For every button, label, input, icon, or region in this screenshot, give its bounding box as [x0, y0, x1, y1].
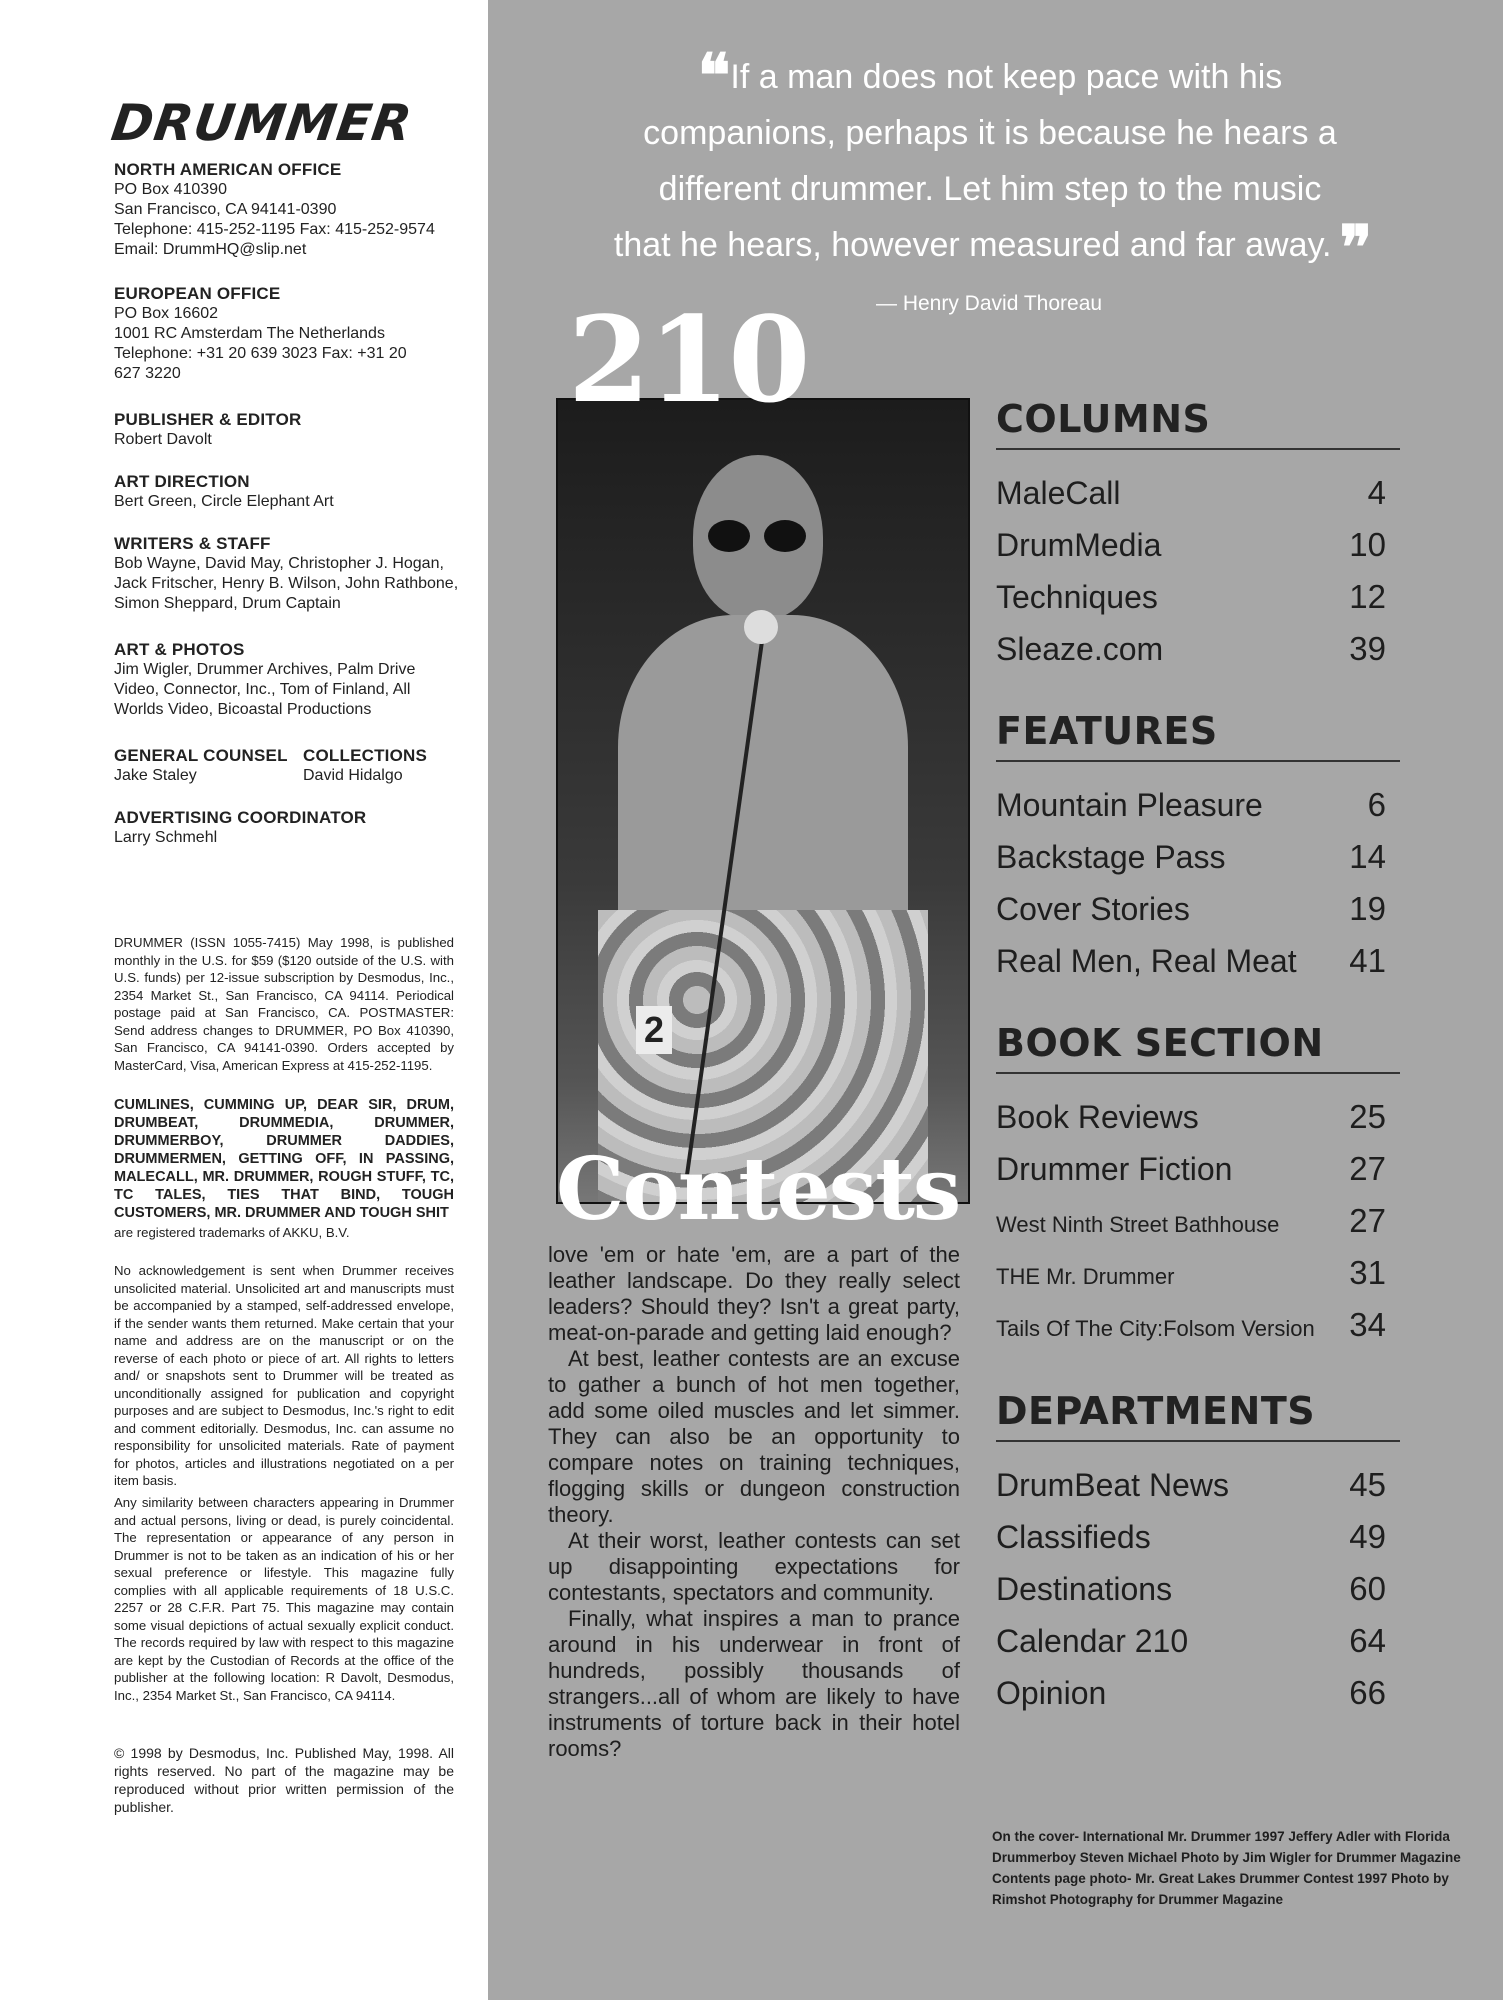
close-quote-mark: ❜❜ [1339, 213, 1367, 283]
toc-entry-title: Classifieds [996, 1519, 1151, 1555]
credit-line: David Hidalgo [303, 767, 403, 784]
quote-line: companions, perhaps it is because he hears a [643, 114, 1337, 152]
section-heading: ADVERTISING COORDINATOR [114, 808, 367, 827]
toc-entry[interactable] [996, 942, 1400, 994]
credit-line: Larry Schmehl [114, 829, 218, 846]
article-paragraph: At best, leather contests are an excuse to gather a bunch of hot men together, add some oiled muscles and let simmer. They can also be an opportunity to compare notes on training techniques, flogging skills or dungeon construction theory. [548, 1346, 960, 1527]
toc-entry[interactable] [996, 838, 1400, 890]
toc-book-section [996, 1016, 1400, 1358]
advertising-credit [114, 808, 459, 848]
toc-entry-title: Calendar 210 [996, 1623, 1189, 1659]
credit-line: Bert Green, Circle Elephant Art [114, 493, 334, 510]
article-paragraph: At their worst, leather contests can set up disappointing expectations for contestants, spectators and community. [548, 1528, 960, 1605]
section-heading: COLLECTIONS [303, 746, 428, 765]
art-direction-credit [114, 472, 459, 512]
issn-statement: DRUMMER (ISSN 1055-7415) May 1998, is published monthly in the U.S. for $59 ($120 outside of the U.S. with U.S. funds) per 12-issue subscription by Desmodus, Inc., 2354 Market St., San Francisco, CA 94114. Periodical postage paid at San Francisco, CA. POSTMASTER: Send address changes to DRUMMER, PO Box 410390, San Francisco, CA 94141-0390. Orders accepted by MasterCard, Visa, American Express at 415-252-1195. [114, 935, 454, 1073]
phone-line: Telephone: 415-252-1195 Fax: 415-252-9574 [114, 221, 435, 238]
caption-line: Rimshot Photography for Drummer Magazine [992, 1892, 1284, 1907]
caption-line: Contents page photo- Mr. Great Lakes Drummer Contest 1997 Photo by [992, 1871, 1449, 1886]
toc-entry-title: West Ninth Street Bathhouse [996, 1212, 1280, 1237]
caption-line: On the cover- International Mr. Drummer 1997 Jeffery Adler with Florida [992, 1829, 1450, 1844]
magazine-logo: DRUMMER [107, 94, 416, 152]
toc-entry-page: 10 [1349, 526, 1386, 563]
sunglasses-shape [708, 520, 808, 552]
toc-departments [996, 1384, 1400, 1726]
toc-entry-page: 41 [1349, 942, 1386, 979]
toc-entry-title: Destinations [996, 1571, 1173, 1607]
toc-entry[interactable] [996, 1306, 1400, 1358]
toc-entry-page: 60 [1349, 1570, 1386, 1607]
toc-entry[interactable] [996, 630, 1400, 682]
toc-entry-page: 12 [1349, 578, 1386, 615]
toc-entry[interactable] [996, 474, 1400, 526]
credit-line: Worlds Video, Bicoastal Productions [114, 701, 372, 718]
toc-entry[interactable] [996, 786, 1400, 838]
toc-entry[interactable] [996, 578, 1400, 630]
toc-entry-page: 49 [1349, 1518, 1386, 1555]
phone-line: 627 3220 [114, 365, 181, 382]
toc-entry-page: 66 [1349, 1674, 1386, 1711]
toc-entry-page: 27 [1349, 1150, 1386, 1187]
article-paragraph: love 'em or hate 'em, are a part of the leather landscape. Do they really select leaders? Should they? Isn't a great party, meat-on-parade and getting laid enough? [548, 1242, 960, 1345]
photo-caption [992, 1826, 1462, 1910]
contestant-number-badge: 2 [636, 1006, 672, 1054]
section-heading: NORTH AMERICAN OFFICE [114, 160, 342, 179]
credit-line: Jim Wigler, Drummer Archives, Palm Drive [114, 661, 416, 678]
toc-features [996, 704, 1400, 994]
quote-attribution: — Henry David Thoreau [876, 292, 1103, 315]
email-line: Email: DrummHQ@slip.net [114, 241, 307, 258]
toc-entry-page: 64 [1349, 1622, 1386, 1659]
toc-entry[interactable] [996, 1098, 1400, 1150]
toc-entry-title: DrumMedia [996, 527, 1162, 563]
toc-section-title: DEPARTMENTS [996, 1384, 1400, 1442]
toc-entry-title: Book Reviews [996, 1099, 1199, 1135]
toc-entry-title: Sleaze.com [996, 631, 1164, 667]
toc-entry[interactable] [996, 1622, 1400, 1674]
toc-entry[interactable] [996, 890, 1400, 942]
similarity-disclaimer: Any similarity between characters appearing in Drummer and actual persons, living or dead, is purely coincidental. The representation or appearance of any person in Drummer is not to be taken as an indication of his or her sexual preference or lifestyle. This magazine fully complies with all applicable requirements of 18 U.S.C. 2257 or 28 C.F.R. Part 75. This magazine may contain some visual depictions of actual sexually explicit conduct. The records required by law with respect to this magazine are kept by the Custodian of Records at the office of the publisher at the following location: R Davolt, Desmodus, Inc., 2354 Market St., San Francisco, CA 94114. [114, 1495, 454, 1703]
toc-entry-title: Backstage Pass [996, 839, 1226, 875]
toc-entry-page: 31 [1349, 1254, 1386, 1291]
article-title: Contests [556, 1139, 960, 1240]
toc-entry[interactable] [996, 1570, 1400, 1622]
toc-section-title: BOOK SECTION [996, 1016, 1400, 1074]
credit-line: Simon Sheppard, Drum Captain [114, 595, 341, 612]
toc-entry-page: 19 [1349, 890, 1386, 927]
credit-line: Jack Fritscher, Henry B. Wilson, John Rathbone, [114, 575, 459, 592]
contest-photo [556, 398, 970, 1204]
caption-line: Drummerboy Steven Michael Photo by Jim Wigler for Drummer Magazine [992, 1850, 1461, 1865]
address-line: PO Box 16602 [114, 305, 219, 322]
toc-entry-page: 27 [1349, 1202, 1386, 1239]
collections-credit [303, 746, 473, 786]
copyright-notice: © 1998 by Desmodus, Inc. Published May, 1998. All rights reserved. No part of the magazine may be reproduced without prior written permission of the publisher. [114, 1745, 454, 1815]
address-line: San Francisco, CA 94141-0390 [114, 201, 337, 218]
writers-staff-credit [114, 534, 459, 614]
credit-line: Jake Staley [114, 767, 197, 784]
toc-entry-title: Tails Of The City:Folsom Version [996, 1316, 1315, 1341]
toc-columns [996, 392, 1400, 682]
toc-entry[interactable] [996, 1518, 1400, 1570]
toc-section-title: COLUMNS [996, 392, 1400, 450]
credit-line: Video, Connector, Inc., Tom of Finland, All [114, 681, 411, 698]
art-photos-credit [114, 640, 459, 720]
thoreau-quote [600, 41, 1380, 283]
article-body [548, 1242, 960, 1762]
quote-line: different drummer. Let him step to the music [658, 170, 1322, 208]
credit-line: Bob Wayne, David May, Christopher J. Hogan, [114, 555, 444, 572]
section-heading: ART & PHOTOS [114, 640, 245, 659]
credit-line: Robert Davolt [114, 431, 212, 448]
quote-line: that he hears, however measured and far away. ❜❜ [613, 213, 1367, 283]
phone-line: Telephone: +31 20 639 3023 Fax: +31 20 [114, 345, 407, 362]
article-paragraph: Finally, what inspires a man to prance around in his underwear in front of hundreds, possibly thousands of strangers...all of whom are likely to have instruments of torture back in their hotel rooms? [548, 1606, 960, 1761]
issue-number: 210 [568, 290, 809, 429]
toc-entry-title: Real Men, Real Meat [996, 943, 1297, 979]
toc-entry-page: 39 [1349, 630, 1386, 667]
publisher-credit [114, 410, 459, 450]
toc-entry[interactable] [996, 1466, 1400, 1518]
toc-entry-title: Cover Stories [996, 891, 1190, 927]
european-office [114, 284, 459, 384]
toc-entry-title: MaleCall [996, 475, 1121, 511]
toc-entry-page: 14 [1349, 838, 1386, 875]
toc-entry-page: 45 [1349, 1466, 1386, 1503]
address-line: PO Box 410390 [114, 181, 227, 198]
toc-entry[interactable] [996, 1254, 1400, 1306]
toc-entry-page: 25 [1349, 1098, 1386, 1135]
section-heading: GENERAL COUNSEL [114, 746, 288, 765]
toc-section-title: FEATURES [996, 704, 1400, 762]
trademark-note: are registered trademarks of AKKU, B.V. [114, 1225, 350, 1240]
toc-entry[interactable] [996, 526, 1400, 578]
acknowledgement-notice: No acknowledgement is sent when Drummer receives unsolicited material. Unsolicited art and manuscripts must be accompanied by a stamped, self-addressed envelope, if the sender wants them returned. Make certain that your name and address are on the manuscript or on the reverse of each photo or piece of art. All rights to letters and/ or snapshots sent to Drummer will be treated as unconditionally assigned for publication and copyright purposes and are subject to Desmodus, Inc.'s right to edit and comment editorially. Desmodus, Inc. can assume no responsibility for unsolicited materials. Rate of payment for photos, articles and illustrations negotiated on a per item basis. [114, 1263, 454, 1488]
photo-figure-torso [618, 615, 908, 945]
toc-entry-title: Techniques [996, 579, 1158, 615]
section-heading: EUROPEAN OFFICE [114, 284, 281, 303]
toc-entry-title: Mountain Pleasure [996, 787, 1263, 823]
general-counsel-credit [114, 746, 294, 786]
trademark-list: CUMLINES, CUMMING UP, DEAR SIR, DRUM, DRUMBEAT, DRUMMEDIA, DRUMMER, DRUMMERBOY, DRUMMER DADDIES, DRUMMERMEN, GETTING OFF, IN PASSING, MALECALL, MR. DRUMMER, ROUGH STUFF, TC, TC TALES, TIES THAT BIND, TOUGH CUSTOMERS, MR. DRUMMER AND TOUGH SHIT [114, 1097, 454, 1221]
toc-entry[interactable] [996, 1150, 1400, 1202]
address-line: 1001 RC Amsterdam The Netherlands [114, 325, 385, 342]
quote-line: ❛❛ If a man does not keep pace with his [697, 41, 1283, 111]
section-heading: PUBLISHER & EDITOR [114, 410, 302, 429]
section-heading: ART DIRECTION [114, 472, 250, 491]
toc-entry-title: Drummer Fiction [996, 1151, 1233, 1187]
toc-entry-page: 6 [1367, 786, 1386, 823]
toc-entry-page: 4 [1367, 474, 1386, 511]
toc-entry-page: 34 [1349, 1306, 1386, 1343]
north-american-office [114, 160, 459, 260]
masthead-column [0, 0, 488, 2000]
toc-entry[interactable] [996, 1674, 1400, 1726]
toc-entry-title: Opinion [996, 1675, 1107, 1711]
toc-entry-title: DrumBeat News [996, 1467, 1229, 1503]
open-quote-mark: ❛❛ [697, 41, 725, 111]
section-heading: WRITERS & STAFF [114, 534, 271, 553]
microphone-shape [744, 610, 778, 644]
toc-entry[interactable] [996, 1202, 1400, 1254]
toc-entry-title: THE Mr. Drummer [996, 1264, 1175, 1289]
